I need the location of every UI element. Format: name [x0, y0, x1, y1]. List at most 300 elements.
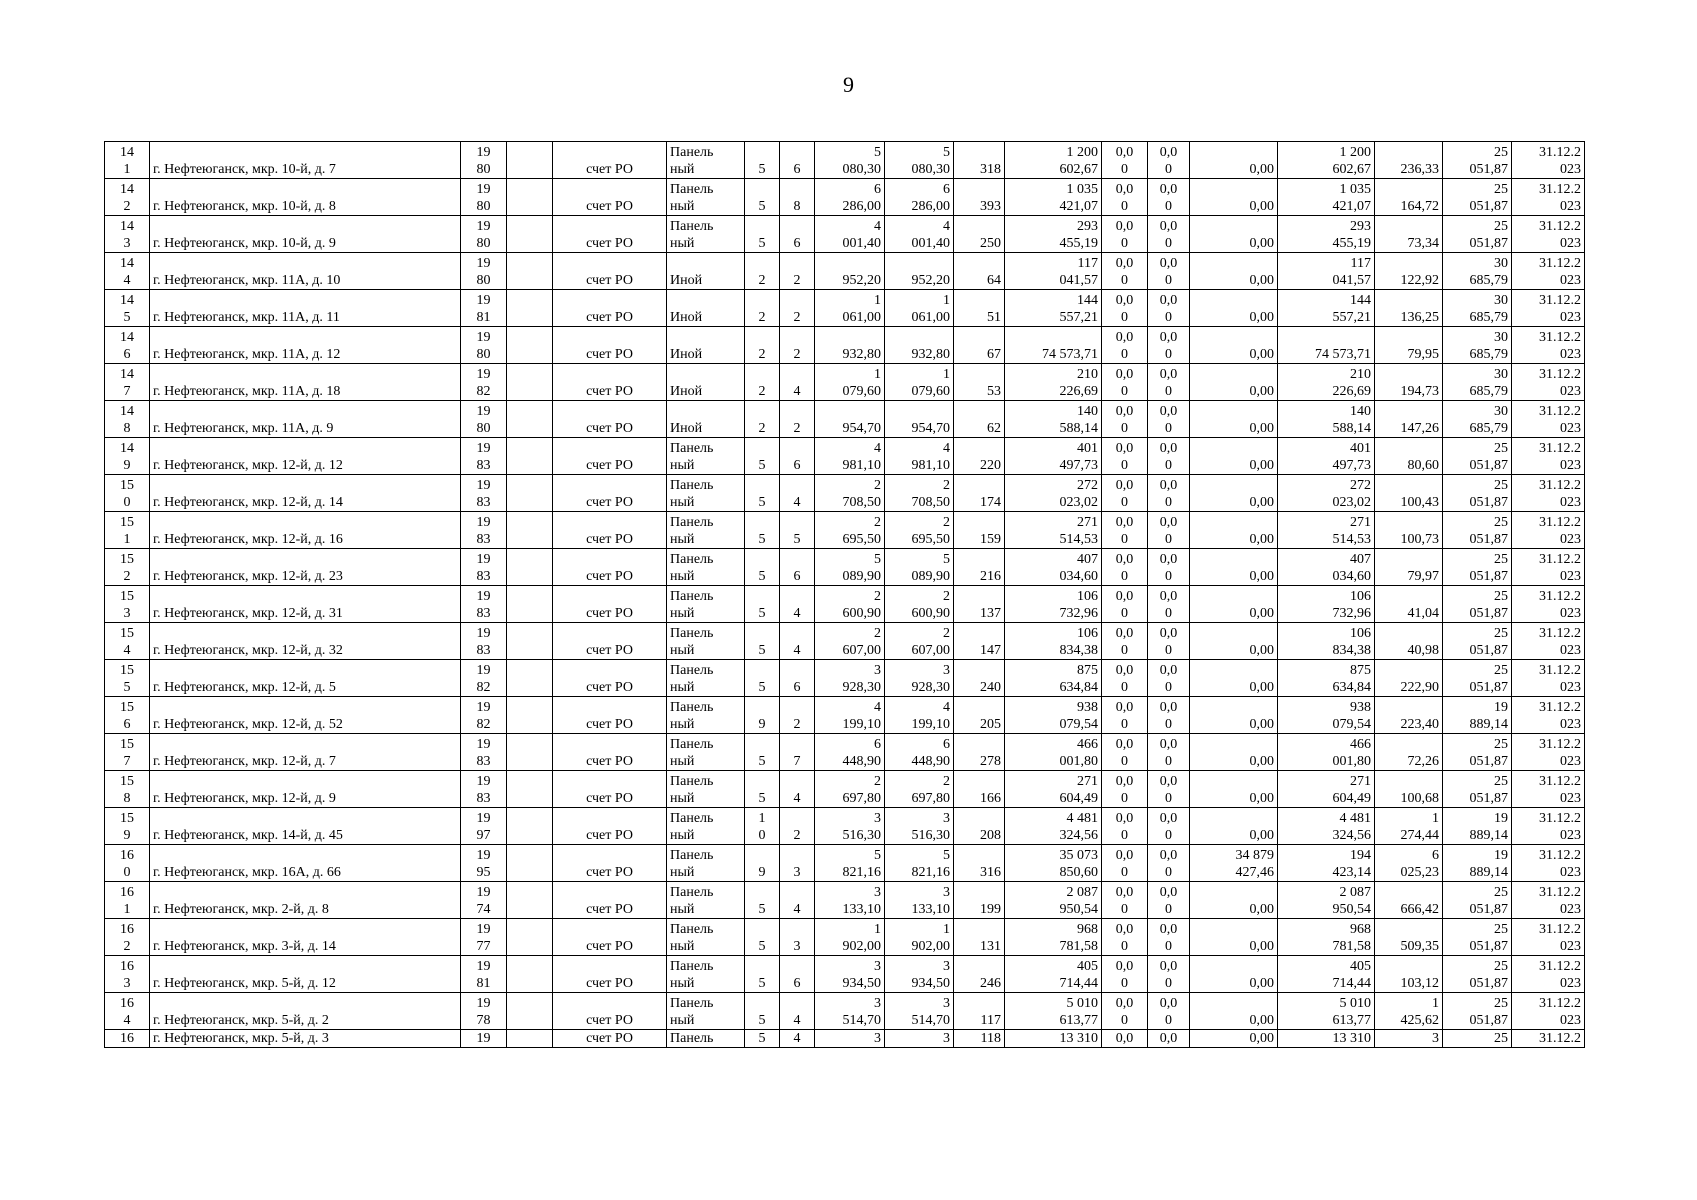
cell-line: 2	[874, 774, 881, 789]
cell-empty-cell	[507, 475, 553, 512]
cell-fund-share-1	[1102, 993, 1148, 1030]
cell-line: 514,70	[842, 1013, 881, 1028]
cell-empty-cell	[507, 290, 553, 327]
cell-living-area	[885, 623, 954, 660]
cell-fund-method: счет РО	[553, 401, 667, 438]
cell-total-cost	[1005, 586, 1102, 623]
cell-unit-cost	[1375, 216, 1443, 253]
cell-total-cost	[1005, 993, 1102, 1030]
cell-address: г. Нефтеюганск, мкр. 12-й, д. 52	[150, 697, 461, 734]
cell-line: 0,0	[1159, 404, 1178, 419]
cell-line: 968	[1077, 922, 1098, 937]
cell-line: 80	[476, 347, 491, 362]
cell-wall-material	[667, 290, 745, 327]
cell-line: Панель	[670, 478, 714, 493]
cell-line: 4	[793, 384, 801, 399]
cell-line: 3	[793, 939, 801, 954]
cell-line: 448,90	[911, 754, 950, 769]
cell-other-funds	[1190, 586, 1278, 623]
cell-row-number	[105, 253, 150, 290]
cell-line: 80	[476, 236, 491, 251]
cell-line: 051,87	[1469, 606, 1508, 621]
cell-line: 140	[1077, 404, 1098, 419]
cell-fund-method: счет РО	[553, 623, 667, 660]
cell-line: 001,80	[1059, 754, 1098, 769]
cell-fund-share-2	[1148, 549, 1190, 586]
cell-line: 666,42	[1400, 902, 1439, 917]
cell-line: 25	[1494, 996, 1508, 1011]
cell-total-area	[815, 808, 885, 845]
cell-row-number	[105, 734, 150, 771]
cell-line: 051,87	[1469, 643, 1508, 658]
cell-line: ный	[670, 162, 695, 177]
cell-fund-share-2	[1148, 993, 1190, 1030]
cell-line: 421,07	[1332, 199, 1371, 214]
cell-line: 427,46	[1235, 865, 1274, 880]
cell-line: 0,0	[1115, 996, 1134, 1011]
cell-total-area	[815, 734, 885, 771]
cell-line: 0	[1121, 791, 1128, 806]
cell-line: 41,04	[1407, 606, 1439, 621]
cell-max-unit-cost	[1443, 623, 1512, 660]
cell-line: 0	[1121, 421, 1128, 436]
cell-line: 051,87	[1469, 162, 1508, 177]
cell-address: г. Нефтеюганск, мкр. 11А, д. 11	[150, 290, 461, 327]
cell-year-built	[461, 919, 507, 956]
cell-deadline	[1512, 1030, 1585, 1048]
cell-line: 31.12.2	[1539, 811, 1581, 826]
cell-floors	[745, 845, 780, 882]
cell-line: 466	[1350, 737, 1371, 752]
cell-line: Панель	[670, 922, 714, 937]
cell-line: 3	[874, 996, 881, 1011]
cell-row-number	[105, 993, 150, 1030]
cell-line: Иной	[670, 310, 703, 325]
cell-line: 023	[1560, 347, 1581, 362]
cell-line: 821,16	[911, 865, 950, 880]
cell-fund-share-2	[1148, 845, 1190, 882]
cell-total-cost	[1005, 327, 1102, 364]
cell-line: 117	[1077, 256, 1098, 271]
cell-row-number	[105, 364, 150, 401]
cell-line: Панель	[670, 1031, 714, 1046]
cell-line: 0	[1121, 902, 1128, 917]
cell-year-built	[461, 623, 507, 660]
cell-line: 023	[1560, 569, 1581, 584]
cell-total-area	[815, 586, 885, 623]
cell-deadline	[1512, 401, 1585, 438]
cell-line: 0,0	[1159, 256, 1178, 271]
cell-total-area	[815, 882, 885, 919]
cell-address: г. Нефтеюганск, мкр. 12-й, д. 32	[150, 623, 461, 660]
cell-owners-funds	[1278, 1030, 1375, 1048]
cell-line: 9	[123, 458, 131, 473]
cell-deadline	[1512, 660, 1585, 697]
cell-unit-cost	[1375, 993, 1443, 1030]
cell-line: 0,0	[1115, 663, 1134, 678]
cell-line: 5 010	[1339, 996, 1371, 1011]
cell-line: 25	[1494, 959, 1508, 974]
table-row	[105, 586, 1585, 623]
cell-line: 5	[758, 458, 766, 473]
cell-fund-method: счет РО	[553, 660, 667, 697]
cell-total-area	[815, 771, 885, 808]
cell-fund-share-2	[1148, 956, 1190, 993]
cell-fund-share-1	[1102, 364, 1148, 401]
cell-line: 19	[476, 700, 491, 715]
cell-line: 6	[943, 182, 950, 197]
cell-line: 6	[793, 458, 801, 473]
cell-line: 0,00	[1249, 828, 1274, 843]
cell-line: Панель	[670, 959, 714, 974]
cell-empty-cell	[507, 660, 553, 697]
cell-row-number	[105, 808, 150, 845]
cell-deadline	[1512, 956, 1585, 993]
table-row	[105, 882, 1585, 919]
cell-line: 25	[1494, 626, 1508, 641]
cell-total-cost	[1005, 364, 1102, 401]
cell-line: 023	[1560, 754, 1581, 769]
cell-residents: 316	[954, 845, 1005, 882]
cell-line: 31.12.2	[1539, 219, 1581, 234]
cell-line: ный	[670, 976, 695, 991]
cell-entrances	[780, 956, 815, 993]
cell-line: ный	[670, 569, 695, 584]
cell-line: 079,60	[842, 384, 881, 399]
cell-line: 31.12.2	[1539, 145, 1581, 160]
cell-total-area	[815, 179, 885, 216]
cell-line: 607,00	[842, 643, 881, 658]
cell-year-built	[461, 586, 507, 623]
cell-line: 834,38	[1332, 643, 1371, 658]
cell-line: 19	[1494, 700, 1508, 715]
cell-line: 3	[1432, 1031, 1439, 1046]
cell-line: 0	[1121, 680, 1128, 695]
cell-unit-cost	[1375, 549, 1443, 586]
cell-line: 19	[476, 1031, 491, 1046]
cell-line: 1 200	[1066, 145, 1098, 160]
cell-line: 2	[874, 626, 881, 641]
cell-total-cost	[1005, 549, 1102, 586]
cell-line: 19	[476, 996, 491, 1011]
cell-fund-method: счет РО	[553, 512, 667, 549]
cell-line: 324,56	[1332, 828, 1371, 843]
cell-fund-share-2	[1148, 438, 1190, 475]
cell-line: 147,26	[1400, 421, 1439, 436]
cell-max-unit-cost	[1443, 179, 1512, 216]
cell-living-area	[885, 438, 954, 475]
cell-living-area	[885, 734, 954, 771]
cell-other-funds	[1190, 882, 1278, 919]
cell-line: 73,34	[1407, 236, 1439, 251]
cell-other-funds	[1190, 216, 1278, 253]
cell-line: 6	[1432, 848, 1439, 863]
cell-owners-funds	[1278, 142, 1375, 179]
cell-line: 0,00	[1249, 199, 1274, 214]
cell-line: 0,0	[1115, 552, 1134, 567]
cell-total-area	[815, 697, 885, 734]
cell-floors	[745, 327, 780, 364]
cell-line: 19	[1494, 811, 1508, 826]
cell-line: 14	[120, 367, 134, 382]
cell-line: 001,40	[842, 236, 881, 251]
cell-line: 023	[1560, 495, 1581, 510]
cell-line: 0	[1165, 199, 1172, 214]
table-row	[105, 401, 1585, 438]
cell-line: 0,00	[1249, 347, 1274, 362]
cell-address: г. Нефтеюганск, мкр. 11А, д. 12	[150, 327, 461, 364]
cell-line: 089,90	[911, 569, 950, 584]
cell-line: 613,77	[1332, 1013, 1371, 1028]
cell-deadline	[1512, 882, 1585, 919]
cell-line: 023	[1560, 162, 1581, 177]
cell-address: г. Нефтеюганск, мкр. 16А, д. 66	[150, 845, 461, 882]
cell-deadline	[1512, 586, 1585, 623]
cell-line: 821,16	[842, 865, 881, 880]
cell-entrances	[780, 475, 815, 512]
cell-residents: 67	[954, 327, 1005, 364]
cell-year-built	[461, 216, 507, 253]
cell-line: 81	[476, 976, 491, 991]
cell-fund-share-2	[1148, 919, 1190, 956]
cell-line: 0	[1165, 569, 1172, 584]
cell-line: 685,79	[1469, 421, 1508, 436]
cell-line: 16	[120, 885, 134, 900]
cell-year-built	[461, 364, 507, 401]
cell-total-area	[815, 475, 885, 512]
cell-line: 889,14	[1469, 717, 1508, 732]
cell-line: 25	[1494, 145, 1508, 160]
cell-unit-cost	[1375, 734, 1443, 771]
cell-line: 0,00	[1249, 717, 1274, 732]
cell-fund-method: счет РО	[553, 253, 667, 290]
cell-total-cost	[1005, 771, 1102, 808]
cell-max-unit-cost	[1443, 882, 1512, 919]
cell-line: 19	[476, 256, 491, 271]
cell-line: 25	[1494, 922, 1508, 937]
cell-line: 34 879	[1235, 848, 1274, 863]
cell-line: 0,0	[1159, 737, 1178, 752]
cell-owners-funds	[1278, 771, 1375, 808]
cell-fund-share-1	[1102, 697, 1148, 734]
cell-line: 106	[1350, 589, 1371, 604]
cell-line: 5	[758, 976, 766, 991]
cell-residents: 51	[954, 290, 1005, 327]
cell-line: 023	[1560, 532, 1581, 547]
cell-living-area	[885, 401, 954, 438]
cell-address: г. Нефтеюганск, мкр. 12-й, д. 16	[150, 512, 461, 549]
cell-other-funds	[1190, 549, 1278, 586]
cell-floors	[745, 882, 780, 919]
cell-wall-material	[667, 216, 745, 253]
cell-line: 079,54	[1059, 717, 1098, 732]
cell-line: 0	[1165, 791, 1172, 806]
cell-line: 271	[1077, 774, 1098, 789]
cell-line: 31.12.2	[1539, 367, 1581, 382]
cell-line: 80	[476, 199, 491, 214]
cell-line: Панель	[670, 996, 714, 1011]
cell-wall-material	[667, 512, 745, 549]
cell-line: 2	[943, 515, 950, 530]
cell-line: 4	[874, 441, 881, 456]
cell-line: 051,87	[1469, 569, 1508, 584]
cell-fund-share-2	[1148, 216, 1190, 253]
cell-line: 31.12.2	[1539, 404, 1581, 419]
cell-fund-method: счет РО	[553, 475, 667, 512]
cell-line: 136,25	[1400, 310, 1439, 325]
cell-deadline	[1512, 771, 1585, 808]
cell-floors	[745, 438, 780, 475]
cell-line: 0,0	[1159, 922, 1178, 937]
cell-total-cost	[1005, 1030, 1102, 1048]
cell-line: 31.12.2	[1539, 515, 1581, 530]
cell-line: 4	[943, 441, 950, 456]
cell-line: 83	[476, 495, 491, 510]
cell-line: 0,0	[1159, 478, 1178, 493]
cell-residents: 250	[954, 216, 1005, 253]
cell-line: 19	[476, 589, 491, 604]
cell-line: 19	[476, 774, 491, 789]
cell-line: 0,0	[1115, 182, 1134, 197]
cell-total-area	[815, 919, 885, 956]
cell-unit-cost	[1375, 290, 1443, 327]
cell-line: ный	[670, 865, 695, 880]
cell-fund-share-2	[1148, 586, 1190, 623]
cell-line: 5	[123, 680, 131, 695]
cell-total-area	[815, 253, 885, 290]
cell-line: 0,0	[1115, 515, 1134, 530]
cell-fund-share-1	[1102, 845, 1148, 882]
cell-line: 144	[1350, 293, 1371, 308]
cell-line: 934,50	[911, 976, 950, 991]
cell-unit-cost	[1375, 697, 1443, 734]
cell-line: 0,0	[1159, 774, 1178, 789]
cell-unit-cost	[1375, 475, 1443, 512]
cell-line: ный	[670, 791, 695, 806]
cell-line: 31.12.2	[1539, 182, 1581, 197]
cell-line: 952,20	[842, 273, 881, 288]
cell-residents: 53	[954, 364, 1005, 401]
cell-line: 0	[1165, 902, 1172, 917]
cell-residents: 131	[954, 919, 1005, 956]
cell-year-built	[461, 290, 507, 327]
cell-total-area	[815, 216, 885, 253]
cell-address: г. Нефтеюганск, мкр. 11А, д. 18	[150, 364, 461, 401]
cell-line: 4 481	[1066, 811, 1098, 826]
cell-fund-share-2	[1148, 253, 1190, 290]
cell-line: 051,87	[1469, 236, 1508, 251]
cell-residents: 166	[954, 771, 1005, 808]
cell-max-unit-cost	[1443, 290, 1512, 327]
cell-owners-funds	[1278, 697, 1375, 734]
cell-line: 100,68	[1400, 791, 1439, 806]
cell-deadline	[1512, 845, 1585, 882]
cell-line: 5	[758, 643, 766, 658]
cell-year-built	[461, 845, 507, 882]
cell-line: 602,67	[1332, 162, 1371, 177]
cell-other-funds	[1190, 771, 1278, 808]
cell-address: г. Нефтеюганск, мкр. 2-й, д. 8	[150, 882, 461, 919]
cell-address: г. Нефтеюганск, мкр. 3-й, д. 14	[150, 919, 461, 956]
cell-empty-cell	[507, 919, 553, 956]
cell-row-number	[105, 845, 150, 882]
cell-line: 051,87	[1469, 902, 1508, 917]
cell-line: 15	[120, 626, 134, 641]
cell-owners-funds	[1278, 993, 1375, 1030]
cell-deadline	[1512, 993, 1585, 1030]
cell-line: 875	[1350, 663, 1371, 678]
cell-line: 31.12.2	[1539, 330, 1581, 345]
cell-line: 708,50	[911, 495, 950, 510]
cell-line: 0,00	[1249, 791, 1274, 806]
cell-line: 981,10	[842, 458, 881, 473]
cell-line: 0	[1165, 976, 1172, 991]
cell-line: 31.12.2	[1539, 885, 1581, 900]
cell-line: 0	[1165, 495, 1172, 510]
cell-unit-cost	[1375, 327, 1443, 364]
cell-line: 401	[1350, 441, 1371, 456]
cell-line: 222,90	[1400, 680, 1439, 695]
cell-living-area	[885, 142, 954, 179]
cell-line: 5	[793, 532, 801, 547]
cell-address: г. Нефтеюганск, мкр. 12-й, д. 14	[150, 475, 461, 512]
cell-line: 6	[123, 717, 131, 732]
cell-empty-cell	[507, 623, 553, 660]
cell-line: 293	[1077, 219, 1098, 234]
cell-line: 0,0	[1159, 700, 1178, 715]
cell-fund-method: счет РО	[553, 771, 667, 808]
cell-living-area	[885, 956, 954, 993]
cell-line: 0	[1121, 865, 1128, 880]
cell-line: 685,79	[1469, 273, 1508, 288]
cell-wall-material	[667, 253, 745, 290]
cell-line: 025,23	[1400, 865, 1439, 880]
cell-living-area	[885, 845, 954, 882]
cell-line: 0,0	[1159, 885, 1178, 900]
cell-line: 2	[793, 421, 801, 436]
cell-line: 928,30	[842, 680, 881, 695]
cell-line: ный	[670, 939, 695, 954]
cell-line: 1	[943, 293, 950, 308]
cell-line: 4	[874, 700, 881, 715]
cell-year-built	[461, 475, 507, 512]
cell-fund-share-1	[1102, 253, 1148, 290]
cell-line: 0	[1121, 569, 1128, 584]
cell-line: Панель	[670, 700, 714, 715]
cell-line: 2	[874, 515, 881, 530]
cell-max-unit-cost	[1443, 475, 1512, 512]
cell-wall-material	[667, 364, 745, 401]
cell-owners-funds	[1278, 327, 1375, 364]
cell-line: 15	[120, 589, 134, 604]
cell-line: 210	[1350, 367, 1371, 382]
cell-line: 023,02	[1059, 495, 1098, 510]
cell-line: 15	[120, 774, 134, 789]
cell-line: 31.12.2	[1539, 552, 1581, 567]
cell-year-built	[461, 660, 507, 697]
cell-line: 79,97	[1407, 569, 1439, 584]
cell-fund-method: счет РО	[553, 808, 667, 845]
cell-residents: 62	[954, 401, 1005, 438]
cell-line: 954,70	[911, 421, 950, 436]
cell-unit-cost	[1375, 438, 1443, 475]
cell-unit-cost	[1375, 142, 1443, 179]
cell-line: 5	[758, 236, 766, 251]
cell-line: 1	[758, 811, 766, 826]
cell-owners-funds	[1278, 956, 1375, 993]
cell-entrances	[780, 993, 815, 1030]
cell-line: 31.12.2	[1539, 700, 1581, 715]
